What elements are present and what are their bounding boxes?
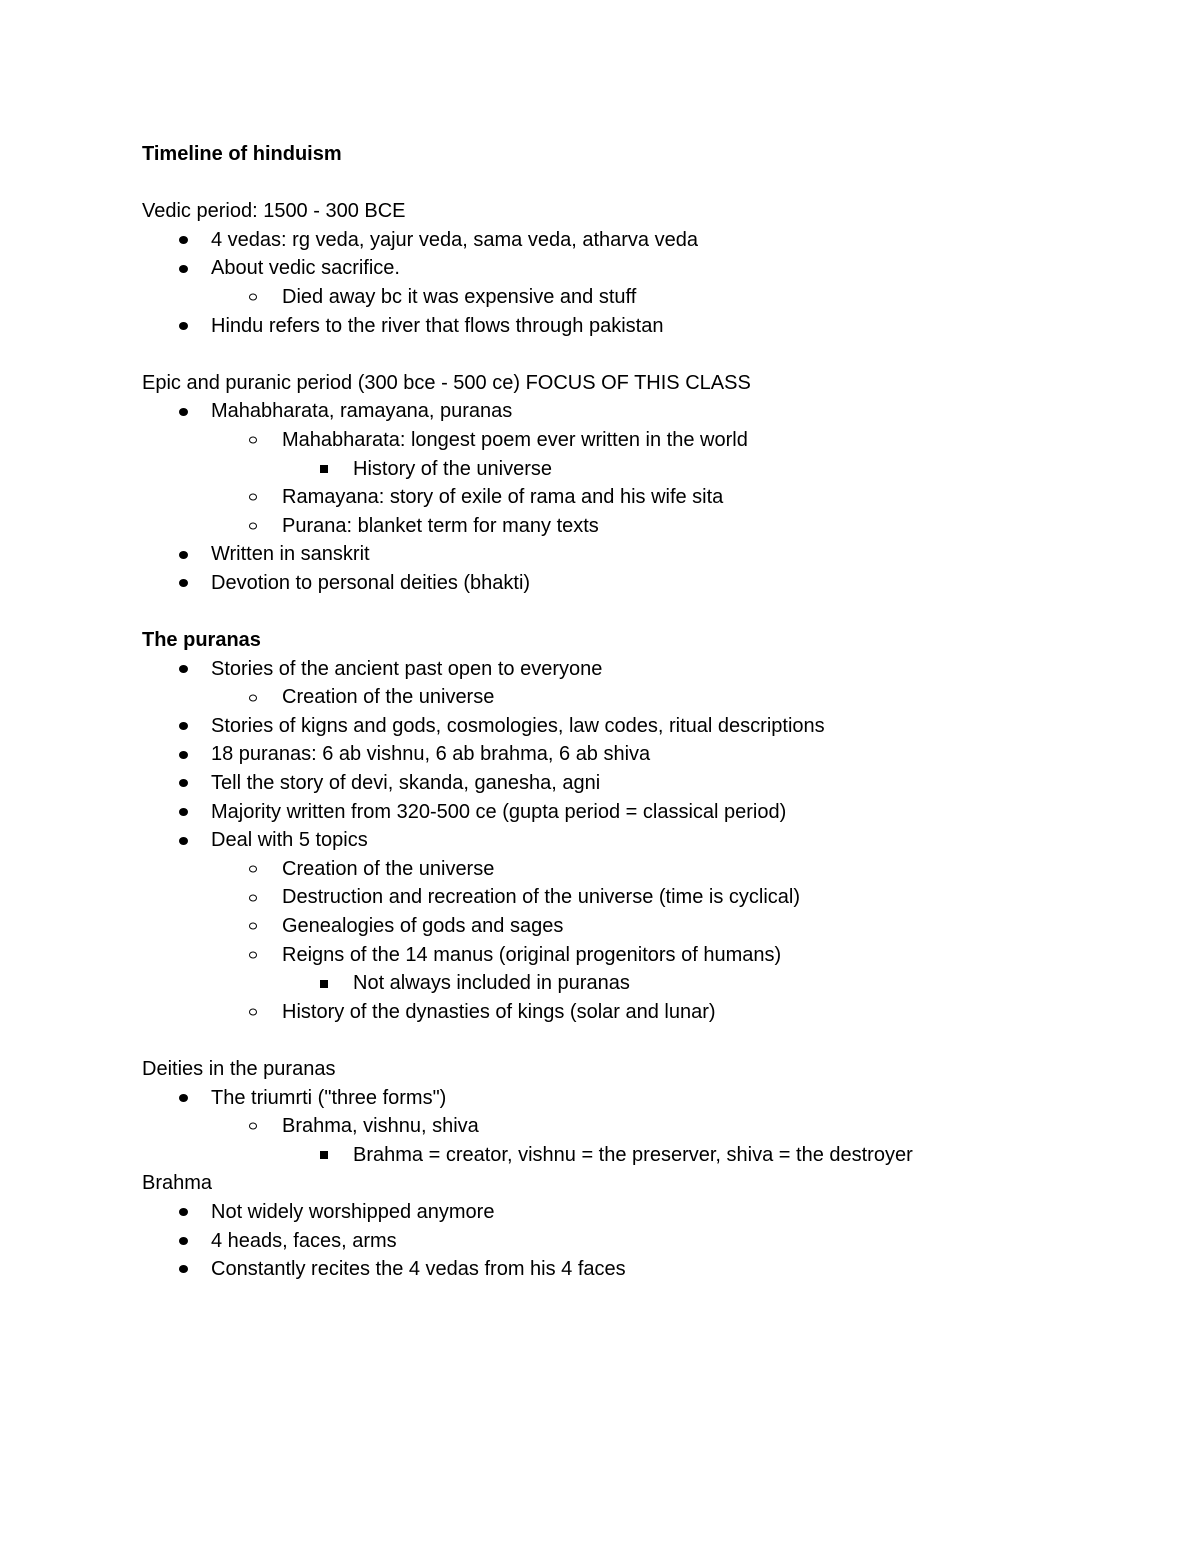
line-text: Deities in the puranas	[142, 1058, 336, 1080]
hollow-circle-bullet-icon	[249, 694, 257, 701]
bullet-item-level-2	[142, 912, 1142, 941]
filled-circle-bullet-icon	[179, 722, 188, 730]
bullet-item-level-1	[142, 397, 1142, 426]
bullet-item-level-3	[142, 455, 1142, 484]
bullet-item-level-1	[142, 226, 1142, 255]
line-text: Vedic period: 1500 - 300 BCE	[142, 200, 406, 223]
hollow-circle-bullet-icon	[249, 294, 257, 301]
line-text: Reigns of the 14 manus (original progenitors of humans)	[282, 943, 782, 966]
line-text: 18 puranas: 6 ab vishnu, 6 ab brahma, 6 ab shiva	[211, 743, 651, 766]
hollow-circle-bullet-icon	[249, 1123, 257, 1130]
line-text: The triumrti ("three forms")	[211, 1086, 447, 1109]
bullet-item-level-2	[142, 1112, 1142, 1141]
line-text: Destruction and recreation of the universe (time is cyclical)	[282, 886, 800, 909]
filled-circle-bullet-icon	[179, 551, 188, 559]
paragraph-line	[142, 197, 1142, 226]
bullet-item-level-1	[142, 769, 1142, 798]
paragraph-line	[142, 369, 1142, 398]
line-text: Epic and puranic period (300 bce - 500 ce) FOCUS OF THIS CLASS	[142, 371, 751, 394]
bullet-item-level-1	[142, 712, 1142, 741]
line-text: Brahma, vishnu, shiva	[282, 1115, 479, 1138]
bullet-item-level-2	[142, 855, 1142, 884]
filled-circle-bullet-icon	[179, 751, 188, 759]
line-text: Stories of the ancient past open to everyone	[211, 657, 603, 680]
hollow-circle-bullet-icon	[249, 951, 257, 958]
line-text: Creation of the universe	[282, 857, 495, 880]
line-text: Ramayana: story of exile of rama and his wife sita	[282, 486, 724, 509]
bullet-item-level-3	[142, 1141, 1142, 1170]
line-text: Constantly recites the 4 vedas from his 4 faces	[211, 1258, 626, 1281]
bullet-item-level-1	[142, 312, 1142, 341]
bullet-item-level-1	[142, 254, 1142, 283]
line-text: The puranas	[142, 629, 261, 652]
blank-line	[142, 598, 1142, 627]
line-text: Purana: blanket term for many texts	[282, 514, 599, 537]
line-text: Mahabharata: longest poem ever written in the world	[282, 428, 748, 451]
bullet-item-level-2	[142, 941, 1142, 970]
document-body	[142, 140, 1142, 1284]
line-text: Genealogies of gods and sages	[282, 915, 564, 938]
bullet-item-level-2	[142, 426, 1142, 455]
hollow-circle-bullet-icon	[249, 437, 257, 444]
filled-circle-bullet-icon	[179, 1237, 188, 1245]
line-text: Hindu refers to the river that flows through pakistan	[211, 314, 664, 337]
filled-circle-bullet-icon	[179, 779, 188, 787]
line-text: Stories of kigns and gods, cosmologies, law codes, ritual descriptions	[211, 714, 825, 737]
line-text: About vedic sacrifice.	[211, 257, 400, 280]
line-text: Not always included in puranas	[353, 972, 630, 995]
line-text: History of the universe	[353, 457, 552, 480]
bullet-item-level-1	[142, 1255, 1142, 1284]
bullet-item-level-1	[142, 540, 1142, 569]
bullet-item-level-1	[142, 826, 1142, 855]
paragraph-line	[142, 1055, 1142, 1084]
square-bullet-icon	[320, 980, 328, 988]
bullet-item-level-1	[142, 798, 1142, 827]
bullet-item-level-1	[142, 1227, 1142, 1256]
line-text: Majority written from 320-500 ce (gupta period = classical period)	[211, 800, 787, 823]
hollow-circle-bullet-icon	[249, 494, 257, 501]
line-text: Mahabharata, ramayana, puranas	[211, 400, 513, 423]
bullet-item-level-2	[142, 683, 1142, 712]
bullet-item-level-1	[142, 740, 1142, 769]
bullet-item-level-1	[142, 1198, 1142, 1227]
line-text: Died away bc it was expensive and stuff	[282, 285, 637, 308]
square-bullet-icon	[320, 1151, 328, 1159]
bullet-item-level-2	[142, 883, 1142, 912]
hollow-circle-bullet-icon	[249, 1009, 257, 1016]
line-text: Not widely worshipped anymore	[211, 1200, 495, 1223]
bullet-item-level-2	[142, 283, 1142, 312]
line-text: Devotion to personal deities (bhakti)	[211, 571, 531, 594]
filled-circle-bullet-icon	[179, 236, 188, 244]
line-text: Timeline of hinduism	[142, 143, 342, 165]
bullet-item-level-1	[142, 655, 1142, 684]
filled-circle-bullet-icon	[179, 408, 188, 416]
square-bullet-icon	[320, 465, 328, 473]
hollow-circle-bullet-icon	[249, 923, 257, 930]
line-text: Brahma = creator, vishnu = the preserver, shiva = the destroyer	[353, 1143, 913, 1166]
hollow-circle-bullet-icon	[249, 894, 257, 901]
line-text: Brahma	[142, 1172, 213, 1195]
line-text: 4 heads, faces, arms	[211, 1229, 397, 1252]
filled-circle-bullet-icon	[179, 1208, 188, 1216]
filled-circle-bullet-icon	[179, 808, 188, 816]
bullet-item-level-1	[142, 569, 1142, 598]
bullet-item-level-1	[142, 1084, 1142, 1113]
blank-line	[142, 169, 1142, 198]
bullet-item-level-2	[142, 512, 1142, 541]
filled-circle-bullet-icon	[179, 1265, 188, 1273]
line-text: Deal with 5 topics	[211, 829, 368, 852]
hollow-circle-bullet-icon	[249, 866, 257, 873]
line-text: Written in sanskrit	[211, 543, 370, 566]
paragraph-line	[142, 1169, 1142, 1198]
bullet-item-level-2	[142, 483, 1142, 512]
blank-line	[142, 340, 1142, 369]
hollow-circle-bullet-icon	[249, 523, 257, 530]
filled-circle-bullet-icon	[179, 579, 188, 587]
section-heading	[142, 626, 1142, 655]
filled-circle-bullet-icon	[179, 265, 188, 273]
bullet-item-level-3	[142, 969, 1142, 998]
line-text: 4 vedas: rg veda, yajur veda, sama veda, atharva veda	[211, 228, 698, 251]
filled-circle-bullet-icon	[179, 1094, 188, 1102]
line-text: Tell the story of devi, skanda, ganesha, agni	[211, 772, 601, 795]
blank-line	[142, 1026, 1142, 1055]
line-text: History of the dynasties of kings (solar and lunar)	[282, 1000, 716, 1023]
filled-circle-bullet-icon	[179, 322, 188, 330]
section-heading	[142, 140, 1142, 169]
bullet-item-level-2	[142, 998, 1142, 1027]
line-text: Creation of the universe	[282, 686, 495, 709]
filled-circle-bullet-icon	[179, 665, 188, 673]
filled-circle-bullet-icon	[179, 837, 188, 845]
